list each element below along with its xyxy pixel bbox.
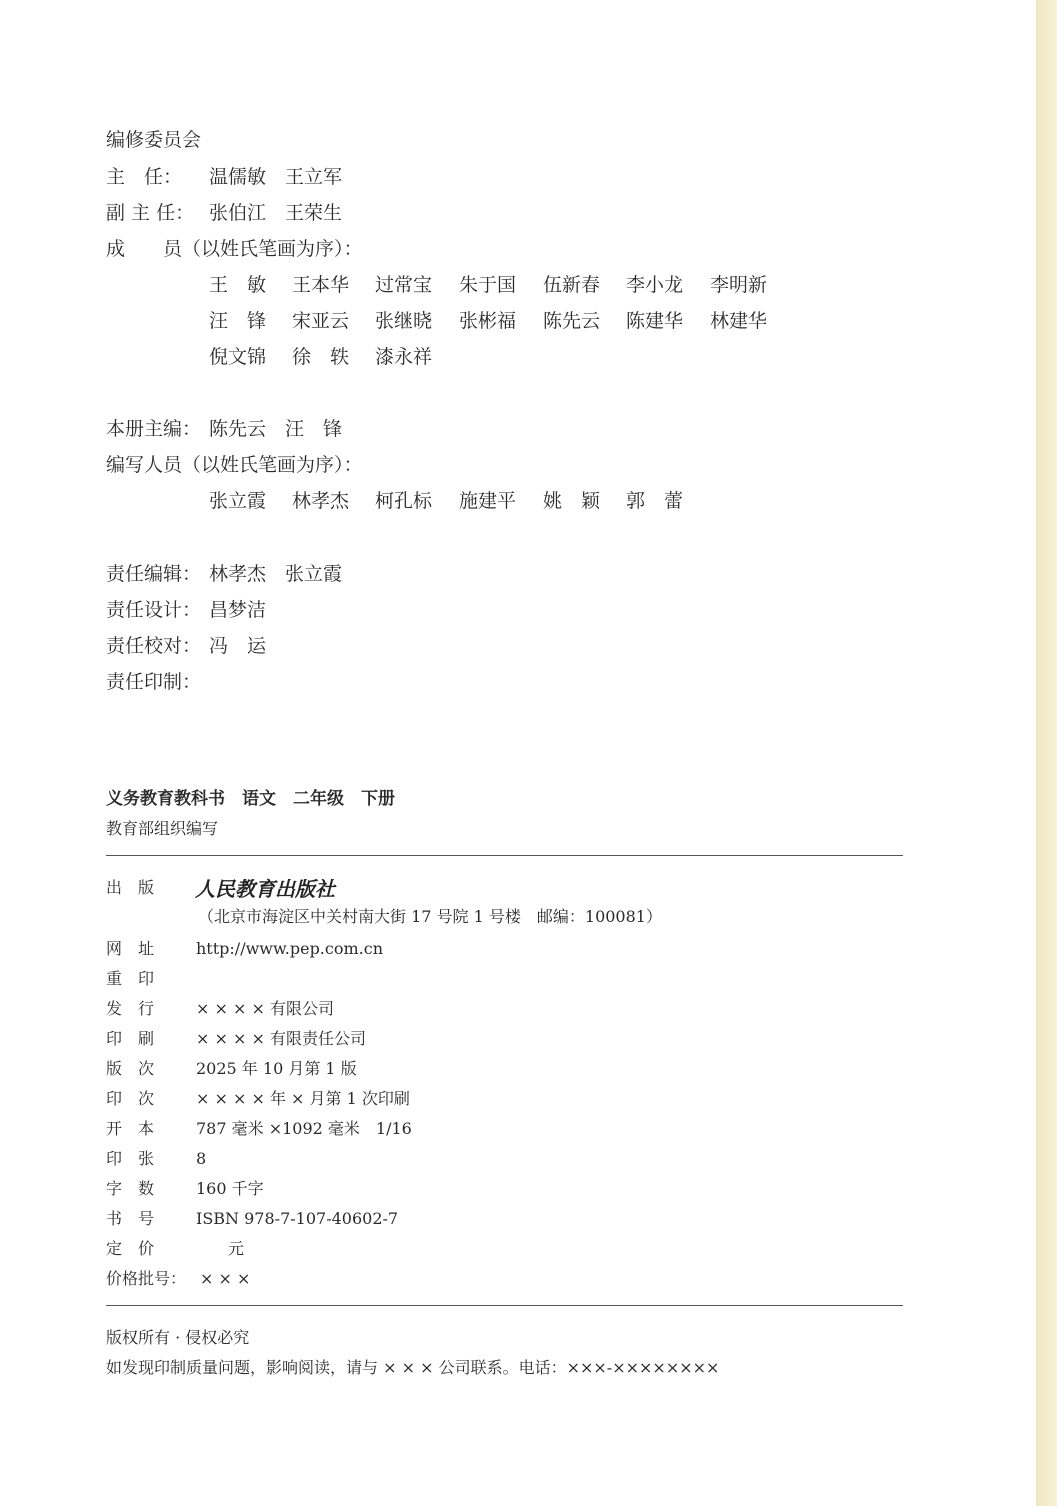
members-row-1	[209, 271, 809, 299]
divider-bottom	[106, 1305, 903, 1306]
edition-value: 2025 年 10 月第 1 版	[196, 1059, 357, 1078]
director-value: 温儒敏 王立军	[209, 166, 343, 188]
chief-editor-label: 本册主编：	[106, 418, 202, 440]
price-value: 元	[196, 1239, 245, 1258]
website-label: 网 址	[106, 939, 155, 958]
words-value: 160 千字	[196, 1179, 264, 1198]
writer-name: 林孝杰	[292, 490, 350, 512]
format-value: 787 毫米 ×1092 毫米 1/16	[196, 1119, 412, 1138]
member-name: 徐 轶	[292, 346, 350, 368]
member-name: 王 敏	[209, 274, 267, 296]
member-name: 倪文锦	[209, 346, 267, 368]
member-name: 漆永祥	[375, 346, 433, 368]
resp-editor-value: 林孝杰 张立霞	[209, 563, 343, 585]
price-approval-value: × × ×	[200, 1269, 251, 1288]
edition-label: 版 次	[106, 1059, 155, 1078]
isbn-label: 书 号	[106, 1209, 155, 1228]
writers-row	[209, 487, 809, 515]
edition-row	[106, 1057, 506, 1081]
publisher-label: 出 版	[106, 878, 155, 897]
impression-row	[106, 1087, 506, 1111]
printing-value: × × × × 有限责任公司	[196, 1029, 366, 1048]
sheets-value: 8	[196, 1149, 207, 1168]
publisher-address: （北京市海淀区中关村南大街 17 号院 1 号楼 邮编：100081）	[198, 907, 662, 926]
member-name: 宋亚云	[292, 310, 350, 332]
members-label: 成 员（以姓氏笔画为序）：	[106, 238, 363, 260]
sheets-row	[106, 1147, 506, 1171]
words-row	[106, 1177, 506, 1201]
resp-print-row	[106, 668, 506, 696]
isbn-value: ISBN 978-7-107-40602-7	[196, 1209, 399, 1228]
price-approval-label: 价格批号：	[106, 1269, 187, 1288]
writer-name: 姚 颖	[543, 490, 601, 512]
distribute-row	[106, 997, 506, 1021]
member-name: 陈先云	[543, 310, 601, 332]
rights-notice: 版权所有 · 侵权必究	[106, 1328, 250, 1347]
book-title: 义务教育教科书 语文 二年级 下册	[106, 789, 395, 809]
resp-editor-label: 责任编辑：	[106, 563, 202, 585]
resp-print-label: 责任印制：	[106, 671, 202, 693]
printing-row	[106, 1027, 506, 1051]
resp-design-label: 责任设计：	[106, 599, 202, 621]
director-row	[106, 163, 506, 191]
member-name: 陈建华	[626, 310, 684, 332]
words-label: 字 数	[106, 1179, 155, 1198]
deputy-label: 副 主 任：	[106, 202, 195, 224]
member-name: 张彬福	[459, 310, 517, 332]
resp-design-value: 昌梦洁	[209, 599, 267, 621]
resp-proof-label: 责任校对：	[106, 635, 202, 657]
member-name: 王本华	[292, 274, 350, 296]
member-name: 汪 锋	[209, 310, 267, 332]
chief-editor-value: 陈先云 汪 锋	[209, 418, 343, 440]
distribute-label: 发 行	[106, 999, 155, 1018]
member-name: 朱于国	[459, 274, 517, 296]
website-value: http://www.pep.com.cn	[196, 939, 384, 958]
impression-value: × × × × 年 × 月第 1 次印刷	[196, 1089, 410, 1108]
distribute-value: × × × × 有限公司	[196, 999, 334, 1018]
sheets-label: 印 张	[106, 1149, 155, 1168]
deputy-row	[106, 199, 506, 227]
member-name: 伍新春	[543, 274, 601, 296]
writer-name: 张立霞	[209, 490, 267, 512]
website-row	[106, 937, 506, 961]
isbn-row	[106, 1207, 506, 1231]
format-row	[106, 1117, 506, 1141]
resp-editor-row	[106, 560, 506, 588]
member-name: 张继晓	[375, 310, 433, 332]
writer-name: 施建平	[459, 490, 517, 512]
svg-text:人民教育出版社: 人民教育出版社	[195, 877, 335, 901]
publisher-logo	[195, 876, 355, 902]
member-name: 李明新	[710, 274, 768, 296]
price-row	[106, 1237, 506, 1261]
writer-name: 郭 蕾	[626, 490, 684, 512]
resp-proof-value: 冯 运	[209, 635, 267, 657]
printing-label: 印 刷	[106, 1029, 155, 1048]
impression-label: 印 次	[106, 1089, 155, 1108]
deputy-value: 张伯江 王荣生	[209, 202, 343, 224]
reprint-label: 重 印	[106, 969, 155, 988]
quality-notice: 如发现印制质量问题，影响阅读，请与 × × × 公司联系。电话：×××-××××××××	[106, 1358, 720, 1377]
price-label: 定 价	[106, 1239, 155, 1258]
writers-label: 编写人员（以姓氏笔画为序）：	[106, 454, 363, 476]
resp-design-row	[106, 596, 506, 624]
page-edge	[1036, 0, 1057, 1506]
price-approval-row	[106, 1267, 506, 1291]
resp-proof-row	[106, 632, 506, 660]
director-label: 主 任：	[106, 166, 183, 188]
format-label: 开 本	[106, 1119, 155, 1138]
chief-editor-row	[106, 415, 506, 443]
member-name: 过常宝	[375, 274, 433, 296]
divider-top	[106, 855, 903, 856]
book-organizer: 教育部组织编写	[106, 819, 219, 838]
members-row-2	[209, 307, 809, 335]
writer-name: 柯孔标	[375, 490, 433, 512]
members-row-3	[209, 343, 809, 371]
member-name: 林建华	[710, 310, 768, 332]
member-name: 李小龙	[626, 274, 684, 296]
committee-heading: 编修委员会	[106, 129, 202, 151]
reprint-row	[106, 967, 506, 991]
